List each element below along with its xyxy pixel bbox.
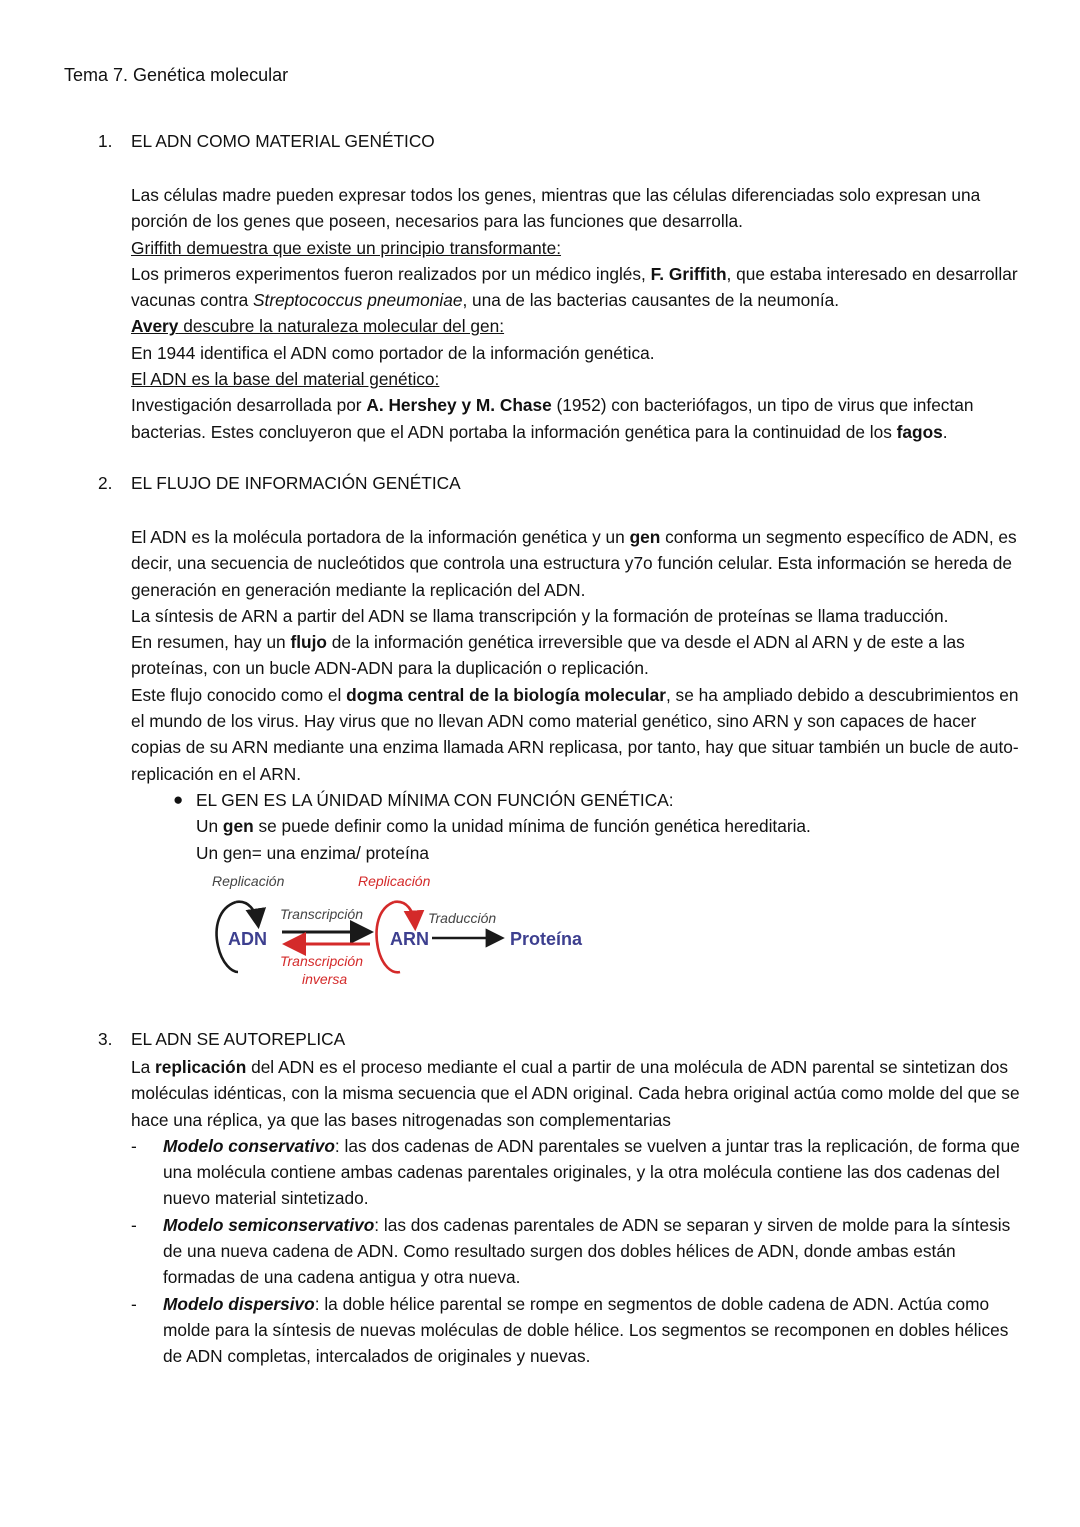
subheading-griffith: Griffith demuestra que existe un principio transformante:	[131, 237, 562, 258]
central-dogma-diagram	[208, 868, 608, 993]
section-title: EL ADN SE AUTOREPLICA	[131, 1029, 346, 1049]
model-text: : la doble hélice parental se rompe en segmentos de doble cadena de ADN. Actúa como molde para la síntesis de nuevas moléculas de doble hélice. Los segmentos se recomponen en dobles hélices de ADN completas, intercalados de originales y nuevas.	[163, 1293, 1009, 1367]
section-1-body	[131, 182, 1021, 445]
paragraph: El ADN es la molécula portadora de la información genética y un gen conforma un segmento específico de ADN, es decir, una secuencia de nucleótidos que controla una estructura y7o función celular. Esta información se hereda de generación en generación mediante la replicación del ADN.	[131, 527, 1017, 600]
paragraph: Este flujo conocido como el dogma central de la biología molecular, se ha ampliado debido a descubrimientos en el mundo de los virus. Hay virus que no llevan ADN como material genético, sino ARN y son capaces de hacer copias de su ARN mediante una enzima llamada ARN replicasa, por tanto, hay que situar también un bucle de auto-replicación en el ARN.	[131, 684, 1019, 784]
model-name: Modelo semiconservativo	[163, 1214, 375, 1235]
section-number: 3.	[98, 1029, 113, 1049]
paragraph: La síntesis de ARN a partir del ADN se llama transcripción y la formación de proteínas se llama traducción.	[131, 605, 949, 626]
model-text: : las dos cadenas de ADN parentales se vuelven a juntar tras la replicación, de forma que una molécula contiene ambas cadenas parentales originales, y la otra molécula contiene las dos cadenas del nuevo material sintetizado.	[163, 1135, 1020, 1209]
label-transcription: Transcripción	[280, 906, 363, 922]
paragraph: En resumen, hay un flujo de la información genética irreversible que va desde el ADN al ARN y de este a las proteínas, con un bucle ADN-ADN para la duplicación o replicación.	[131, 632, 965, 679]
bullet-icon: ●	[173, 789, 184, 809]
subheading-adn: El ADN es la base del material genético:	[131, 369, 440, 390]
bullet-text: Un gen= una enzima/ proteína	[196, 842, 429, 863]
dash-bullet-icon: -	[131, 1135, 137, 1156]
model-name: Modelo dispersivo	[163, 1293, 315, 1314]
bullet-item	[131, 787, 1021, 866]
bullet-text: Un gen se puede definir como la unidad mínima de función genética hereditaria.	[196, 816, 811, 837]
section-1-heading	[98, 131, 435, 152]
model-item-semiconservative	[131, 1212, 1021, 1291]
model-item-conservative	[131, 1133, 1021, 1212]
section-title: EL ADN COMO MATERIAL GENÉTICO	[131, 131, 435, 151]
subheading-avery: Avery descubre la naturaleza molecular del gen:	[131, 316, 505, 337]
section-2-heading	[98, 473, 461, 494]
dash-bullet-icon: -	[131, 1293, 137, 1314]
section-3-body	[131, 1054, 1021, 1370]
paragraph-hershey: Investigación desarrollada por A. Hershey y M. Chase (1952) con bacteriófagos, un tipo de virus que infectan bacterias. Estes concluyeron que el ADN portaba la información genética para la continuidad de los fagos.	[131, 395, 974, 442]
model-name: Modelo conservativo	[163, 1135, 335, 1156]
label-replication-rna: Replicación	[358, 873, 431, 889]
model-item-dispersive	[131, 1291, 1021, 1370]
section-title: EL FLUJO DE INFORMACIÓN GENÉTICA	[131, 473, 461, 493]
paragraph: Las células madre pueden expresar todos los genes, mientras que las células diferenciadas solo expresan una porción de los genes que poseen, necesarios para las funciones que desarrolla.	[131, 185, 981, 232]
bullet-heading: EL GEN ES LA ÚNIDAD MÍNIMA CON FUNCIÓN GENÉTICA:	[196, 789, 674, 810]
section-3-heading	[98, 1029, 345, 1050]
node-rna: ARN	[390, 929, 429, 949]
node-protein: Proteína	[510, 929, 583, 949]
label-reverse-transcription-2: inversa	[302, 971, 348, 987]
model-text: : las dos cadenas parentales de ADN se separan y sirven de molde para la síntesis de una nueva cadena de ADN. Como resultado surgen dos dobles hélices de ADN, donde ambas están formadas de una cadena antigua y otra nueva.	[163, 1214, 1011, 1288]
page-title: Tema 7. Genética molecular	[64, 65, 289, 85]
label-replication-dna: Replicación	[212, 873, 285, 889]
paragraph-griffith: Los primeros experimentos fueron realizados por un médico inglés, F. Griffith, que estaba interesado en desarrollar vacunas contra Streptococcus pneumoniae, una de las bacterias causantes de la neumonía.	[131, 263, 1018, 311]
paragraph-avery: En 1944 identifica el ADN como portador de la información genética.	[131, 342, 655, 363]
diagram-svg	[208, 868, 608, 993]
section-number: 2.	[98, 473, 113, 493]
dash-bullet-icon: -	[131, 1214, 137, 1235]
section-2-body	[131, 524, 1021, 866]
section-number: 1.	[98, 131, 113, 151]
label-translation: Traducción	[428, 910, 497, 926]
paragraph: La replicación del ADN es el proceso mediante el cual a partir de una molécula de ADN parental se sintetizan dos moléculas idénticas, con la misma secuencia que el ADN original. Cada hebra original actúa como molde del que se hace una réplica, ya que las bases nitrogenadas son complementarias	[131, 1057, 1020, 1130]
node-dna: ADN	[228, 929, 267, 949]
label-reverse-transcription: Transcripción	[280, 953, 363, 969]
